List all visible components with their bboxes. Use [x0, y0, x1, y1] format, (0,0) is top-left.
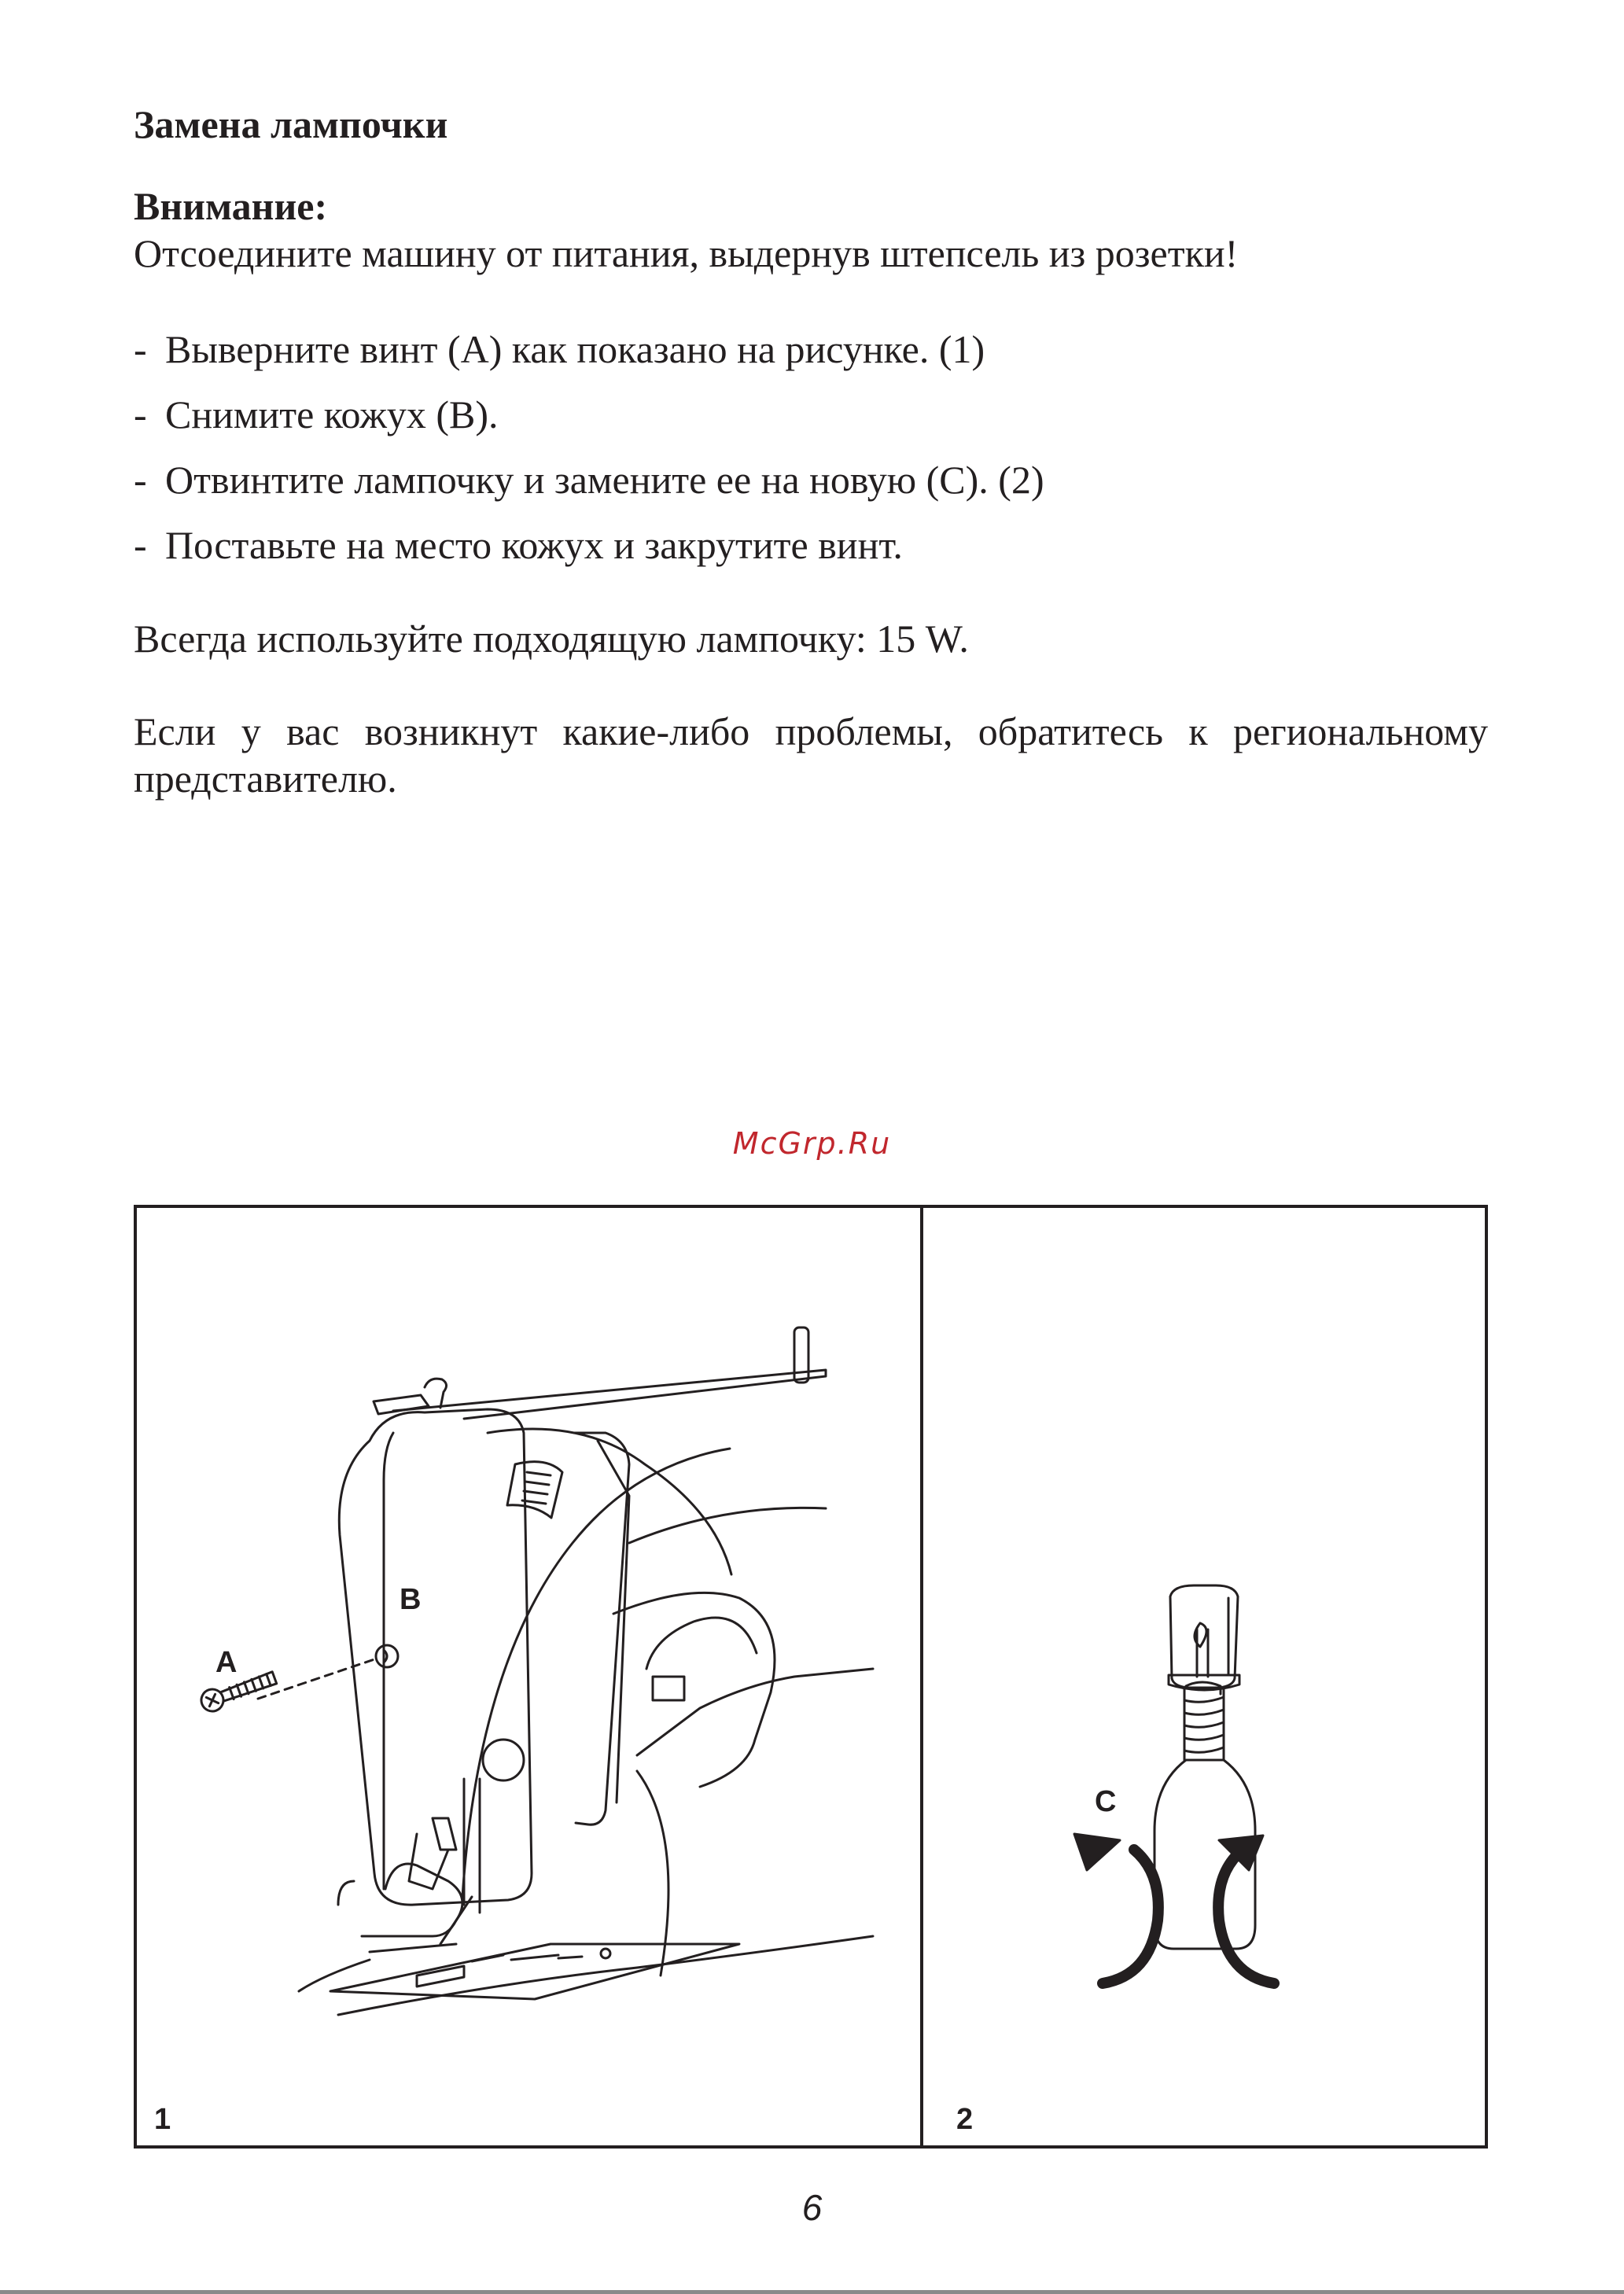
sewing-machine-illustration — [134, 1205, 920, 2149]
watermark: McGrp.Ru — [732, 1126, 892, 1161]
step-text: Отвинтите лампочку и замените ее на новую (C). (2) — [165, 458, 1044, 502]
instruction-steps — [134, 326, 1044, 587]
page-number: 6 — [801, 2187, 823, 2228]
bulb-label-c: C — [1095, 1785, 1117, 1818]
step-text: Снимите кожух (B). — [165, 392, 499, 436]
light-bulb-illustration — [920, 1205, 1488, 2149]
bottom-rule — [0, 2290, 1624, 2294]
warning-text: Отсоедините машину от питания, выдернув штепсель из розетки! — [134, 231, 1239, 275]
page-title: Замена лампочки — [134, 102, 448, 146]
bulb-note: Всегда используйте подходящую лампочку: 15 W. — [134, 617, 969, 661]
contact-note: Если у вас возникнут какие-либо проблемы, обратитесь к региональному представителю. — [134, 709, 1488, 801]
step-text: Поставьте на место кожух и закрутите винт. — [165, 523, 903, 567]
warning-label: Внимание: — [134, 184, 328, 228]
step-text: Выверните винт (A) как показано на рисунке. (1) — [165, 327, 985, 371]
step-item: - Выверните винт (A) как показано на рисунке. (1) — [134, 327, 985, 371]
figure-number-2: 2 — [956, 2103, 974, 2136]
cover-label-b: B — [400, 1583, 422, 1616]
screw-label-a: A — [215, 1646, 238, 1679]
figure-number-1: 1 — [154, 2103, 171, 2136]
step-item: - Отвинтите лампочку и замените ее на новую (C). (2) — [134, 458, 1044, 502]
step-item: - Поставьте на место кожух и закрутите винт. — [134, 523, 903, 567]
step-item: - Снимите кожух (B). — [134, 392, 499, 436]
